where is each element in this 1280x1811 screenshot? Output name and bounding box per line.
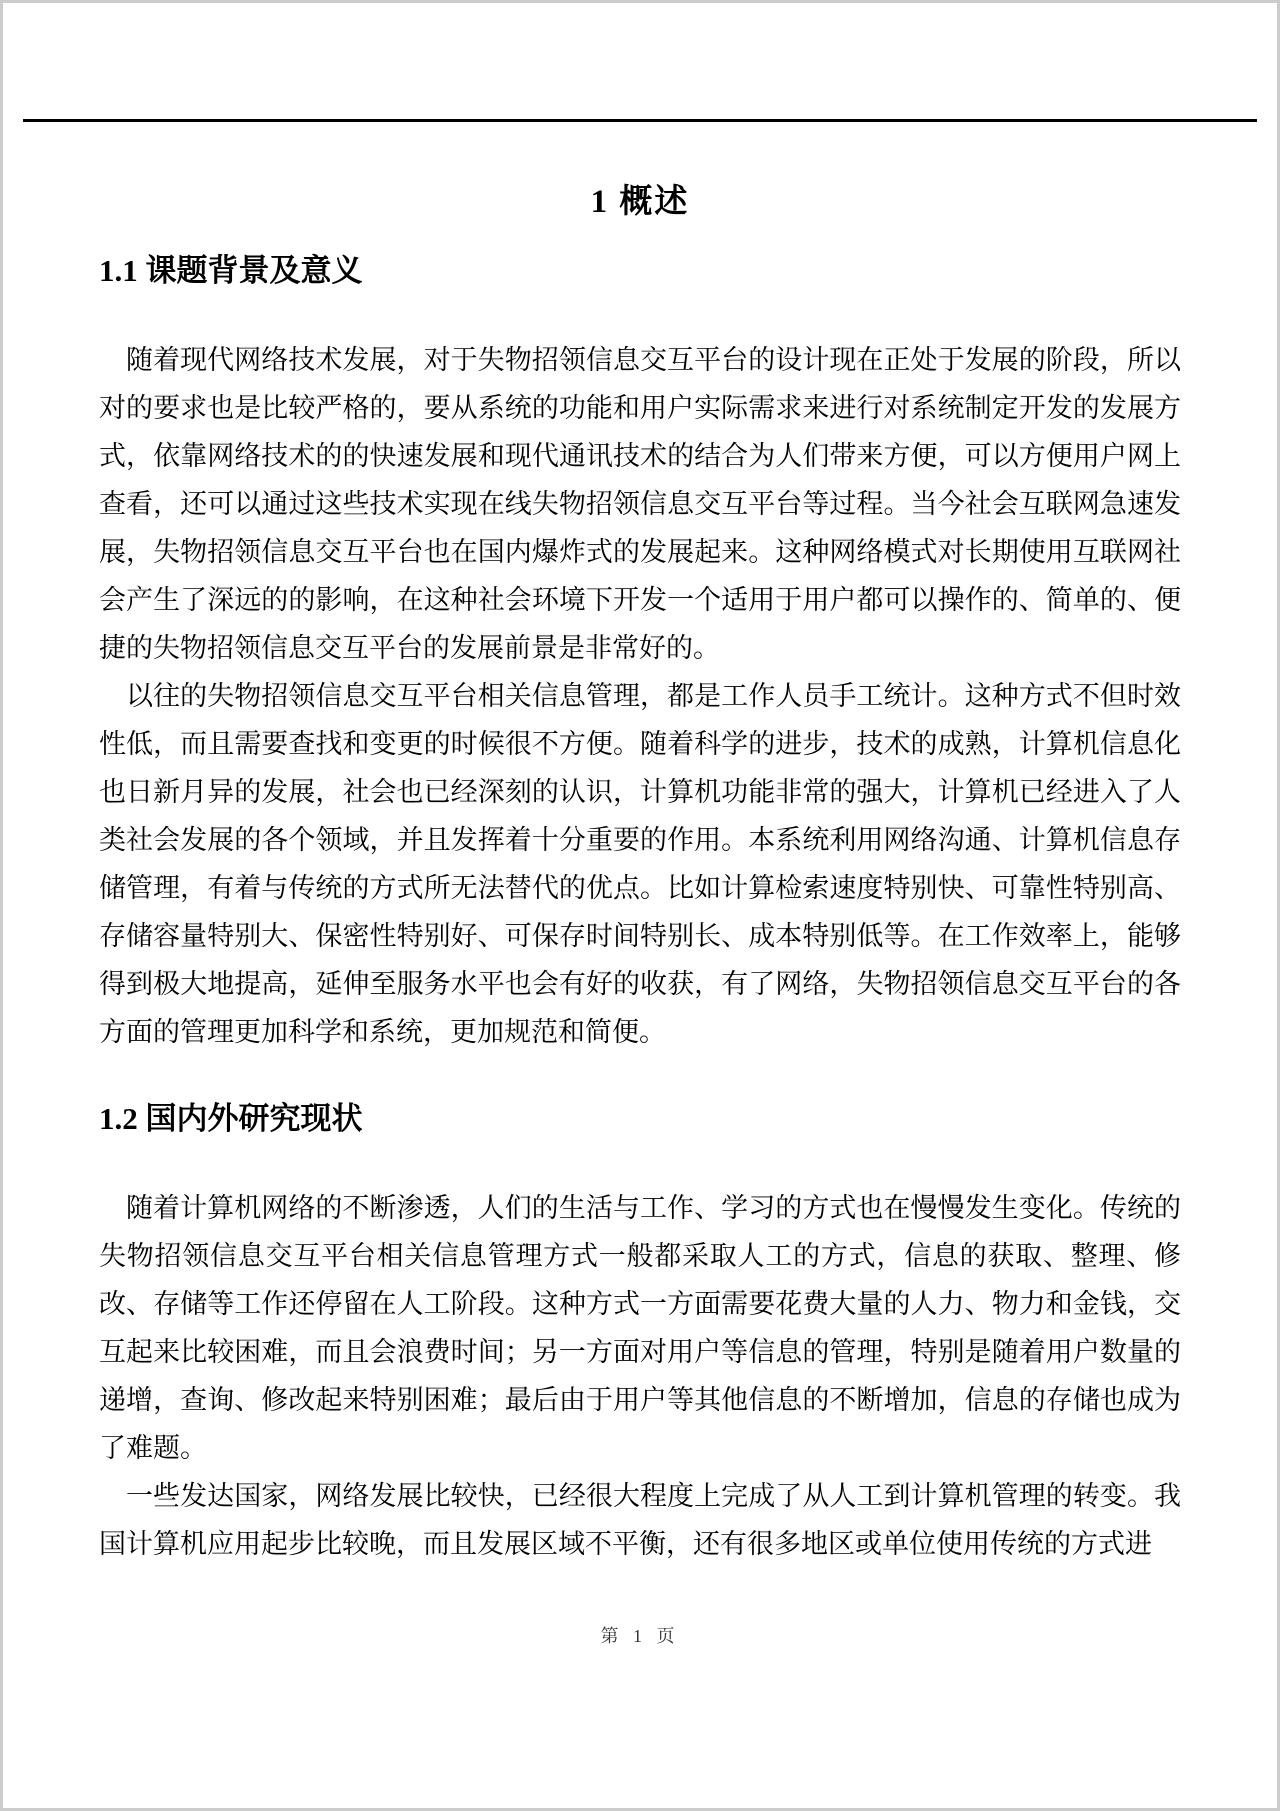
page-content bbox=[3, 182, 1277, 1568]
paragraph-background-1: 随着现代网络技术发展，对于失物招领信息交互平台的设计现在正处于发展的阶段，所以对的要求也是比较严格的，要从系统的功能和用户实际需求来进行对系统制定开发的发展方式，依靠网络技术的的快速发展和现代通讯技术的结合为人们带来方便，可以方便用户网上查看，还可以通过这些技术实现在线失物招领信息交互平台等过程。当今社会互联网急速发展，失物招领信息交互平台也在国内爆炸式的发展起来。这种网络模式对长期使用互联网社会产生了深远的的影响，在这种社会环境下开发一个适用于用户都可以操作的、简单的、便捷的失物招领信息交互平台的发展前景是非常好的。 bbox=[99, 345, 1181, 663]
page-number: 第 1 页 bbox=[600, 1626, 680, 1646]
paragraph-background-2: 以往的失物招领信息交互平台相关信息管理，都是工作人员手工统计。这种方式不但时效性低，而且需要查找和变更的时候很不方便。随着科学的进步，技术的成熟，计算机信息化也日新月异的发展，社会也已经深刻的认识，计算机功能非常的强大，计算机已经进入了人类社会发展的各个领域，并且发挥着十分重要的作用。本系统利用网络沟通、计算机信息存储管理，有着与传统的方式所无法替代的优点。比如计算检索速度特别快、可靠性特别高、存储容量特别大、保密性特别好、可保存时间特别长、成本特别低等。在工作效率上，能够得到极大地提高，延伸至服务水平也会有好的收获，有了网络，失物招领信息交互平台的各方面的管理更加科学和系统，更加规范和简便。 bbox=[99, 681, 1181, 1047]
chapter-title: 1 概述 bbox=[590, 184, 690, 220]
section-heading-1-1: 1.1 课题背景及意义 bbox=[99, 253, 363, 288]
header-rule bbox=[23, 119, 1257, 122]
paragraph-research-status-2: 一些发达国家，网络发展比较快，已经很大程度上完成了从人工到计算机管理的转变。我国计算机应用起步比较晚，而且发展区域不平衡，还有很多地区或单位使用传统的方式进 bbox=[99, 1481, 1181, 1559]
section-heading-1-2: 1.2 国内外研究现状 bbox=[99, 1101, 363, 1136]
paragraph-research-status-1: 随着计算机网络的不断渗透，人们的生活与工作、学习的方式也在慢慢发生变化。传统的失物招领信息交互平台相关信息管理方式一般都采取人工的方式，信息的获取、整理、修改、存储等工作还停留在人工阶段。这种方式一方面需要花费大量的人力、物力和金钱，交互起来比较困难，而且会浪费时间；另一方面对用户等信息的管理，特别是随着用户数量的递增，查询、修改起来特别困难；最后由于用户等其他信息的不断增加，信息的存储也成为了难题。 bbox=[99, 1193, 1181, 1463]
